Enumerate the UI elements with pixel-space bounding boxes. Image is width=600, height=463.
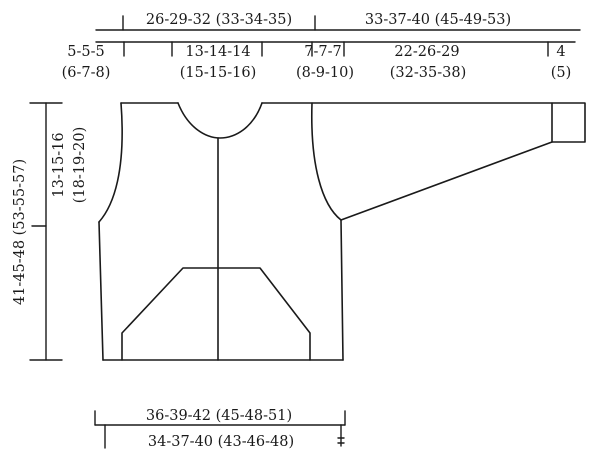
total-length-label: 41-45-48 (53-55-57) [12,158,28,306]
sleeve-underside-line [341,142,552,220]
sleeve-top-label-line2: (8-9-10) [295,65,355,81]
shoulder-label-line2: (6-7-8) [61,65,111,81]
neck-label-line1: 13-14-14 [185,44,251,60]
bottom-width-upper-label: 36-39-42 (45-48-51) [145,408,293,424]
neck-label-line2: (15-15-16) [179,65,257,81]
pocket-outline [122,268,310,360]
left-armhole-curve [99,103,122,222]
cuff-label-line1: 4 [556,44,566,60]
armhole-depth-label-line2: (18-19-20) [72,126,88,204]
sleeve-middle-label-line2: (32-35-38) [389,65,467,81]
bottom-width-lower-label: 34-37-40 (43-46-48) [147,434,295,450]
shoulder-label-line1: 5-5-5 [67,44,105,60]
sleeve-length-label: 33-37-40 (45-49-53) [364,12,512,28]
left-side-seam [99,222,103,360]
neckline-curve [178,103,262,138]
cuff-rect [552,103,585,142]
right-side-seam [341,220,343,360]
cuff-label-line2: (5) [550,65,572,81]
armhole-depth-label-line1: 13-15-16 [51,132,67,198]
right-armhole-curve [312,103,341,220]
sleeve-middle-label-line1: 22-26-29 [394,44,460,60]
body-outline [99,103,585,360]
sleeve-top-label-line1: 7-7-7 [304,44,342,60]
half-body-width-label: 26-29-32 (33-34-35) [145,12,293,28]
